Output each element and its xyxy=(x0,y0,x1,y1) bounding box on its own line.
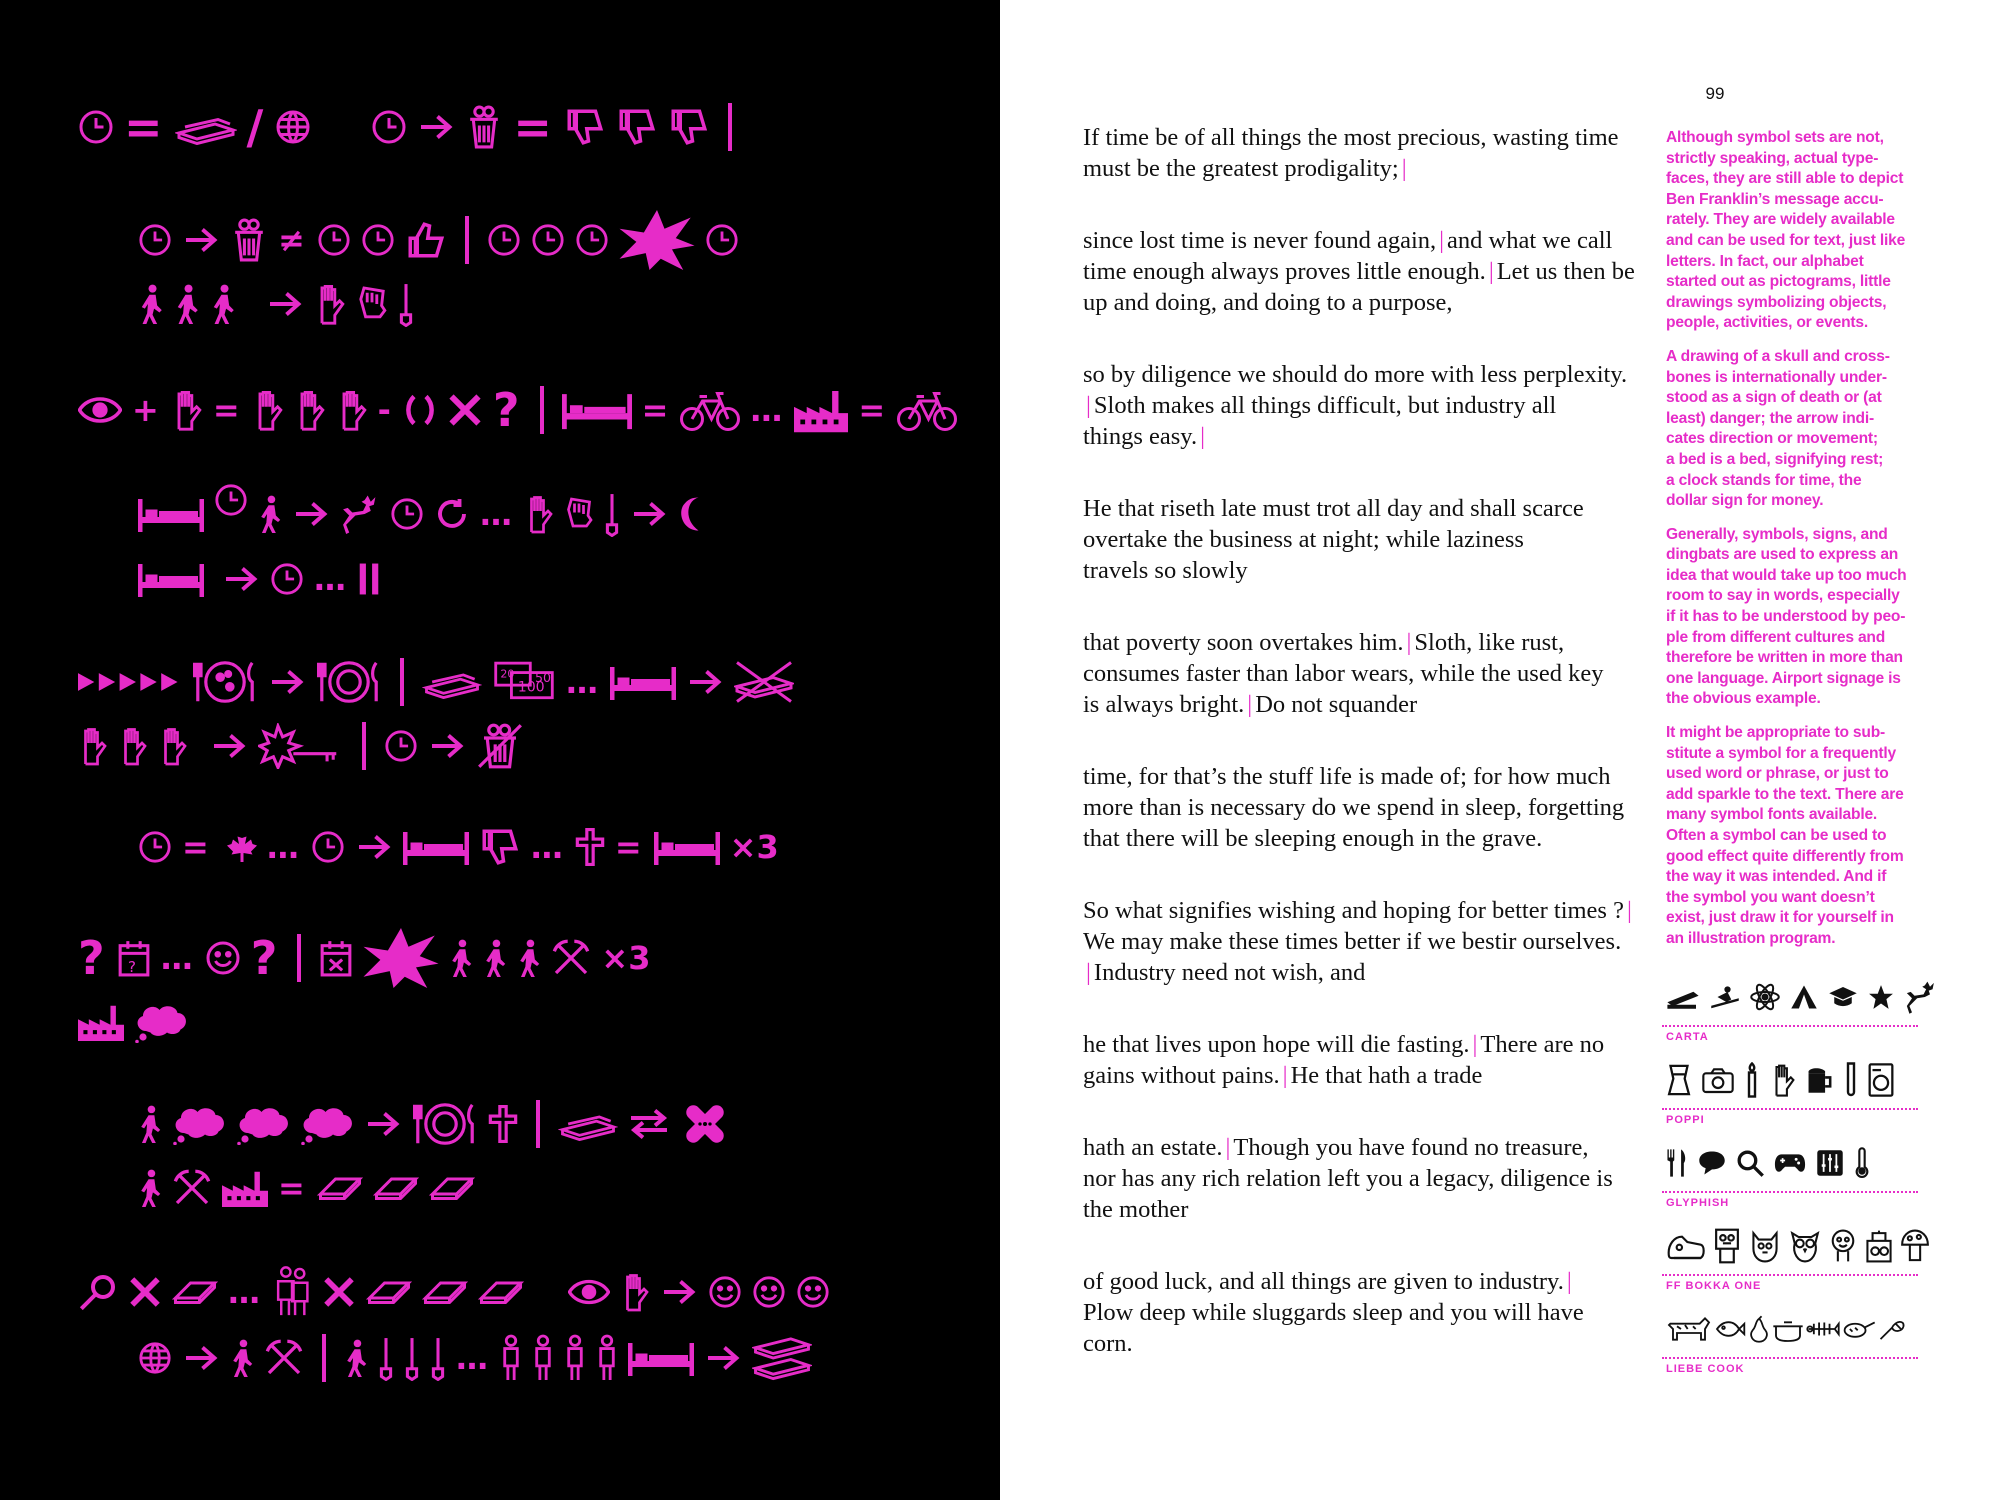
font-name-label: POPPI xyxy=(1666,1114,1705,1126)
minus-sign: - xyxy=(377,391,391,429)
font-name-label: CARTA xyxy=(1666,1031,1709,1043)
rebus-line-1 xyxy=(78,95,750,159)
arrow-right-icon xyxy=(428,731,466,761)
family-icon xyxy=(272,1265,312,1319)
trash-can-icon xyxy=(465,104,503,150)
rebus-line-10 xyxy=(78,926,662,990)
question-mark: ? xyxy=(250,931,278,985)
ellipsis: … xyxy=(314,560,346,598)
equals-sign: = xyxy=(124,100,163,154)
shovel-icon xyxy=(404,1335,420,1381)
explosion-burst-icon xyxy=(363,928,439,988)
clock-icon xyxy=(138,830,172,864)
magnifying-glass-icon xyxy=(78,1272,118,1312)
arrow-right-icon xyxy=(630,499,668,529)
gold-bar-icon xyxy=(366,1277,412,1307)
arrow-right-icon xyxy=(417,112,455,142)
divider-bar xyxy=(465,216,469,264)
gold-bar-icon xyxy=(317,1173,363,1203)
clock-icon xyxy=(390,497,424,531)
hammer-pick-icon xyxy=(551,938,591,978)
ellipsis: … xyxy=(566,663,598,701)
rebus-line-15 xyxy=(138,1326,822,1390)
eye-icon xyxy=(78,395,122,425)
clock-icon xyxy=(384,729,418,763)
walking-person-icon xyxy=(517,939,541,977)
bed-icon xyxy=(138,495,204,533)
ellipsis: … xyxy=(160,939,193,977)
work-glove-icon xyxy=(620,1272,650,1312)
walking-person-icon xyxy=(449,939,473,977)
stanza-7: So what signifies wishing and hoping for better times ? | We may make these times better if we bestir ourselves. | Industry need not wish, and xyxy=(1083,897,1632,986)
work-glove-icon xyxy=(356,283,388,325)
arrow-right-icon xyxy=(268,667,306,697)
arrow-right-icon xyxy=(292,499,330,529)
divider-bar xyxy=(322,1334,326,1382)
font-sample-glyphish xyxy=(1662,1138,1918,1221)
running-deer-icon xyxy=(340,492,380,536)
stanza-1: If time be of all things the most precious, wasting time must be the greatest prodigality; | xyxy=(1083,124,1619,182)
cross-icon xyxy=(488,1105,518,1143)
bicycle-icon xyxy=(680,389,740,431)
bed-icon xyxy=(610,663,676,701)
divider-bar xyxy=(400,658,404,706)
exchange-arrows-icon xyxy=(628,1107,670,1141)
stanza-4: He that riseth late must trot all day and shall scarce overtake the business at night; while laziness travels so slowly xyxy=(1083,495,1584,584)
thought-cloud-icon xyxy=(134,1001,188,1043)
deer-icon xyxy=(1904,979,1938,1015)
coffee-pot-icon xyxy=(1666,1063,1692,1097)
globe-icon xyxy=(275,109,311,145)
clock-icon xyxy=(270,562,304,596)
stanza-2: since lost time is never found again, | and what we call time enough always proves little enough. | Let us then be up and doing, and doing to a purpose, xyxy=(1083,227,1635,316)
svg-text:?: ? xyxy=(127,957,136,976)
mushroom-icon xyxy=(1900,1228,1930,1264)
factory-icon xyxy=(222,1168,268,1208)
stapler-icon xyxy=(1666,984,1700,1010)
clock-icon xyxy=(138,223,172,257)
smiley-face-icon xyxy=(752,1275,786,1309)
candle-icon xyxy=(1744,1062,1760,1098)
crossed-out-money-icon xyxy=(734,658,794,706)
thumbs-down-icon xyxy=(616,106,658,148)
bed-icon xyxy=(562,390,632,430)
gamepad-icon xyxy=(1774,1151,1806,1175)
clock-icon xyxy=(487,223,521,257)
font-sample-ff-bokka-one xyxy=(1662,1221,1918,1304)
page-number: 99 xyxy=(1705,84,1725,103)
font-sample-liebe-cook xyxy=(1662,1304,1918,1387)
ellipsis: … xyxy=(530,828,563,866)
standing-person-icon xyxy=(500,1334,522,1382)
ellipsis: … xyxy=(750,391,783,429)
rebus-line-11 xyxy=(78,990,198,1054)
font-sample-poppi xyxy=(1662,1055,1918,1138)
font-name-label: FF BOKKA ONE xyxy=(1666,1280,1762,1292)
clock-icon xyxy=(311,830,345,864)
walking-person-icon xyxy=(344,1339,368,1377)
thought-cloud-icon xyxy=(236,1103,290,1145)
rebus-line-13 xyxy=(138,1156,485,1220)
note-substitute-symbol: It might be appropriate to sub- stitute a symbol for a frequently used word or phrase, or just to add sparkle to the text. There are many symbol fonts available. Often a symbol can be used to good effect quite differently from the way it was intended. And if the symbol you want doesn’t exist, just draw it for yourself in an illustration program. xyxy=(1666,724,1904,947)
franklin-text xyxy=(1083,122,1643,1400)
walking-person-icon xyxy=(483,939,507,977)
shovel-icon xyxy=(430,1335,446,1381)
arrow-right-icon xyxy=(182,1343,220,1373)
text-page xyxy=(1000,0,2000,1500)
star-icon xyxy=(1868,984,1894,1010)
walking-person-icon xyxy=(230,1339,254,1377)
note-symbol-sets: Although symbol sets are not, strictly speaking, actual type- faces, they are still able to depict Ben Franklin’s message accu- rately. They are widely available and can be used for text, just like letters. In fact, our alphabet started out as pictograms, little drawings symbolizing objects, people, activities, or events. xyxy=(1666,129,1906,332)
divider-bar xyxy=(540,386,544,434)
creature-icon xyxy=(1828,1228,1858,1264)
thumbs-down-icon xyxy=(668,106,710,148)
font-name-label: LIEBE COOK xyxy=(1666,1363,1745,1375)
stanza-10: of good luck, and all things are given to industry. | Plow deep while sluggards sleep and you will have corn. xyxy=(1083,1268,1584,1357)
standing-person-icon xyxy=(532,1334,554,1382)
clock-icon xyxy=(214,483,248,517)
walking-person-icon xyxy=(138,284,164,324)
clock-icon xyxy=(361,223,395,257)
thumbs-down-icon xyxy=(564,106,606,148)
clock-icon xyxy=(531,223,565,257)
tent-icon xyxy=(1790,984,1818,1010)
calendar-cross-icon xyxy=(319,938,353,978)
stanza-5: that poverty soon overtakes him. | Sloth, like rust, consumes faster than labor wears, while the used key is always bright. | Do not squander xyxy=(1083,629,1604,718)
banknotes-icon xyxy=(492,660,556,704)
crescent-moon-icon xyxy=(678,496,704,532)
walking-person-icon xyxy=(174,284,200,324)
shovel-icon xyxy=(398,281,414,327)
fork-knife-icon xyxy=(1666,1148,1688,1178)
standing-person-icon xyxy=(564,1334,586,1382)
pot-icon xyxy=(1772,1315,1804,1343)
smiley-face-icon xyxy=(708,1275,742,1309)
bed-icon xyxy=(654,828,720,866)
test-tube-icon xyxy=(1844,1062,1858,1098)
cow-icon xyxy=(1666,1313,1712,1345)
parentheses-icon xyxy=(403,392,437,428)
globe-icon xyxy=(138,1341,172,1375)
question-mark: ? xyxy=(78,931,105,985)
not-equal-sign: ≠ xyxy=(278,221,305,259)
walking-person-icon xyxy=(138,1169,162,1207)
equals-sign: = xyxy=(212,391,240,429)
times-three-label: ×3 xyxy=(729,828,779,866)
eye-icon xyxy=(568,1278,610,1306)
rebus-line-4 xyxy=(78,378,967,442)
thought-cloud-icon xyxy=(300,1103,354,1145)
plate-cutlery-icon xyxy=(316,658,382,706)
divider-bar xyxy=(362,722,366,770)
stanza-6: time, for that’s the stuff life is made of; for how much more than is necessary do we spend in sleep, forgetting that there will be sleeping enough in the grave. xyxy=(1083,763,1625,852)
work-glove-icon xyxy=(252,389,284,431)
rebus-line-12 xyxy=(138,1092,740,1156)
money-stack-icon xyxy=(175,109,237,145)
walking-person-icon xyxy=(258,495,282,533)
rebus-line-3 xyxy=(138,272,424,336)
work-glove-icon xyxy=(171,389,203,431)
smiley-face-icon xyxy=(796,1275,830,1309)
rebus-line-8 xyxy=(78,714,534,778)
rebus-line-2 xyxy=(138,208,749,272)
equals-sign: = xyxy=(858,391,886,429)
cross-mark-icon xyxy=(447,392,483,428)
equals-sign: = xyxy=(614,828,642,866)
robot-icon xyxy=(1712,1227,1742,1265)
rebus-line-5 xyxy=(138,482,714,546)
equals-sign: = xyxy=(641,391,669,429)
ellipsis: … xyxy=(228,1273,260,1311)
mortarboard-icon xyxy=(1828,985,1858,1009)
washing-machine-icon xyxy=(1868,1063,1894,1097)
mug-icon xyxy=(1806,1065,1834,1095)
sidebar-notes xyxy=(1666,128,1928,963)
money-stack-icon xyxy=(558,1107,618,1141)
equals-sign: = xyxy=(278,1169,305,1207)
svg-text:50: 50 xyxy=(535,670,551,685)
refresh-arrow-icon xyxy=(434,496,470,532)
money-stack-icon xyxy=(422,665,482,699)
arrow-right-icon xyxy=(660,1277,698,1307)
note-dingbats: Generally, symbols, signs, and dingbats are used to express an idea that would take up too much room to say in words, especially if it has to be understood by peo- ple from different cultures and therefore be written in more than one language. Airport signage is the obvious example. xyxy=(1666,525,1907,708)
cross-mark-icon xyxy=(322,1275,356,1309)
thermometer-icon xyxy=(1854,1147,1870,1179)
symbol-font-samples xyxy=(1662,972,1918,1387)
shoe-icon xyxy=(1666,1228,1706,1264)
smiley-face-icon xyxy=(205,940,241,976)
note-skull-crossbones: A drawing of a skull and cross- bones is internationally under- stood as a sign of death or (at least) danger; the arrow indi- cates direction or movement; a bed is a bed, signifying rest; a clock stands for time, the dollar sign for money. xyxy=(1666,347,1890,510)
cross-icon xyxy=(575,828,605,866)
clock-icon xyxy=(705,223,739,257)
magnifier-icon xyxy=(1736,1149,1764,1177)
mixer-icon xyxy=(1816,1149,1844,1177)
font-name-label: GLYPHISH xyxy=(1666,1197,1730,1209)
font-sample-carta xyxy=(1662,972,1918,1055)
thought-cloud-icon xyxy=(172,1103,226,1145)
rebus-line-6 xyxy=(138,547,390,611)
walking-person-icon xyxy=(210,284,236,324)
hammer-pick-icon xyxy=(264,1338,304,1378)
work-glove-icon xyxy=(118,726,148,766)
thumbs-up-icon xyxy=(405,219,447,261)
gold-bar-icon xyxy=(172,1277,218,1307)
bed-icon xyxy=(628,1339,694,1377)
rebus-line-9 xyxy=(138,815,791,879)
rebus-line-14 xyxy=(78,1260,840,1324)
arrow-right-icon xyxy=(222,564,260,594)
hammer-pick-icon xyxy=(172,1168,212,1208)
stanza-3: so by diligence we should do more with less perplexity. | Sloth makes all things difficult, but industry all things easy. | xyxy=(1083,361,1628,450)
arrow-right-icon xyxy=(210,731,248,761)
factory-icon xyxy=(794,387,848,433)
clock-icon xyxy=(575,223,609,257)
walking-person-icon xyxy=(138,1105,162,1143)
pan-icon xyxy=(1842,1317,1876,1341)
divider-bar xyxy=(536,1100,540,1148)
svg-text:20: 20 xyxy=(500,667,515,681)
svg-text:100: 100 xyxy=(517,679,545,696)
dirty-plate-icon xyxy=(192,658,258,706)
trash-can-icon xyxy=(230,217,268,263)
calendar-question-icon xyxy=(117,938,151,978)
speech-bubble-icon xyxy=(1698,1150,1726,1176)
work-glove-icon xyxy=(314,283,346,325)
arrow-right-icon xyxy=(364,1109,402,1139)
work-glove-icon xyxy=(336,389,368,431)
bandage-icon xyxy=(680,1099,730,1149)
divider-bar xyxy=(728,103,732,151)
bicycle-icon xyxy=(897,389,957,431)
money-stacks-icon xyxy=(752,1333,812,1383)
explosion-burst-icon xyxy=(619,210,695,270)
question-mark: ? xyxy=(492,383,520,437)
bed-icon xyxy=(403,828,469,866)
stanza-8: he that lives upon hope will die fasting. | There are no gains without pains. | He that hath a trade xyxy=(1083,1031,1605,1089)
ellipsis: … xyxy=(456,1339,488,1377)
fish-icon xyxy=(1714,1316,1746,1342)
skier-icon xyxy=(1710,984,1740,1010)
shovel-icon xyxy=(378,1335,394,1381)
thumbs-down-icon xyxy=(479,826,521,868)
rusty-key-icon xyxy=(258,723,344,769)
arrow-right-icon xyxy=(686,667,724,697)
work-glove-icon xyxy=(294,389,326,431)
gold-bar-icon xyxy=(429,1173,475,1203)
ellipsis: … xyxy=(266,828,299,866)
work-glove-icon xyxy=(564,494,594,534)
shovel-icon xyxy=(604,491,620,537)
ellipsis: … xyxy=(480,495,512,533)
rebus-line-7 xyxy=(78,650,804,714)
mixer-whisk-icon xyxy=(1878,1316,1906,1342)
pear-icon xyxy=(1748,1315,1770,1343)
times-three-label: ×3 xyxy=(601,939,651,977)
work-glove-icon xyxy=(158,726,188,766)
equals-sign: = xyxy=(182,828,209,866)
clock-icon xyxy=(371,109,407,145)
equals-sign: = xyxy=(513,100,552,154)
fast-forward-icon xyxy=(78,671,182,693)
cross-mark-icon xyxy=(128,1275,162,1309)
atom-icon xyxy=(1750,982,1780,1012)
clock-icon xyxy=(317,223,351,257)
bed-icon xyxy=(138,560,204,598)
crossed-trash-icon xyxy=(476,721,524,771)
stanza-9: hath an estate. | Though you have found no treasure, nor has any rich relation left you a legacy, diligence is the mother xyxy=(1083,1134,1613,1223)
slash-sign: / xyxy=(246,100,264,154)
pause-icon xyxy=(358,562,380,596)
standing-person-icon xyxy=(596,1334,618,1382)
boombox-icon xyxy=(1864,1228,1894,1264)
glove-icon xyxy=(1770,1063,1796,1097)
plus-sign: + xyxy=(132,391,159,429)
camera-icon xyxy=(1702,1066,1734,1094)
arrow-right-icon xyxy=(355,832,393,862)
cat-icon xyxy=(1748,1228,1782,1264)
clock-icon xyxy=(78,109,114,145)
work-glove-icon xyxy=(78,726,108,766)
gold-bar-icon xyxy=(373,1173,419,1203)
work-glove-icon xyxy=(524,494,554,534)
fish-bones-icon xyxy=(1806,1317,1840,1341)
gold-bar-icon xyxy=(478,1277,524,1307)
arrow-right-icon xyxy=(704,1343,742,1373)
owl-icon xyxy=(1788,1228,1822,1264)
arrow-right-icon xyxy=(182,225,220,255)
plate-cutlery-icon xyxy=(412,1100,478,1148)
factory-icon xyxy=(78,1002,124,1042)
maple-leaf-icon xyxy=(221,829,257,865)
arrow-right-icon xyxy=(266,289,304,319)
gold-bar-icon xyxy=(422,1277,468,1307)
divider-bar xyxy=(297,934,301,982)
